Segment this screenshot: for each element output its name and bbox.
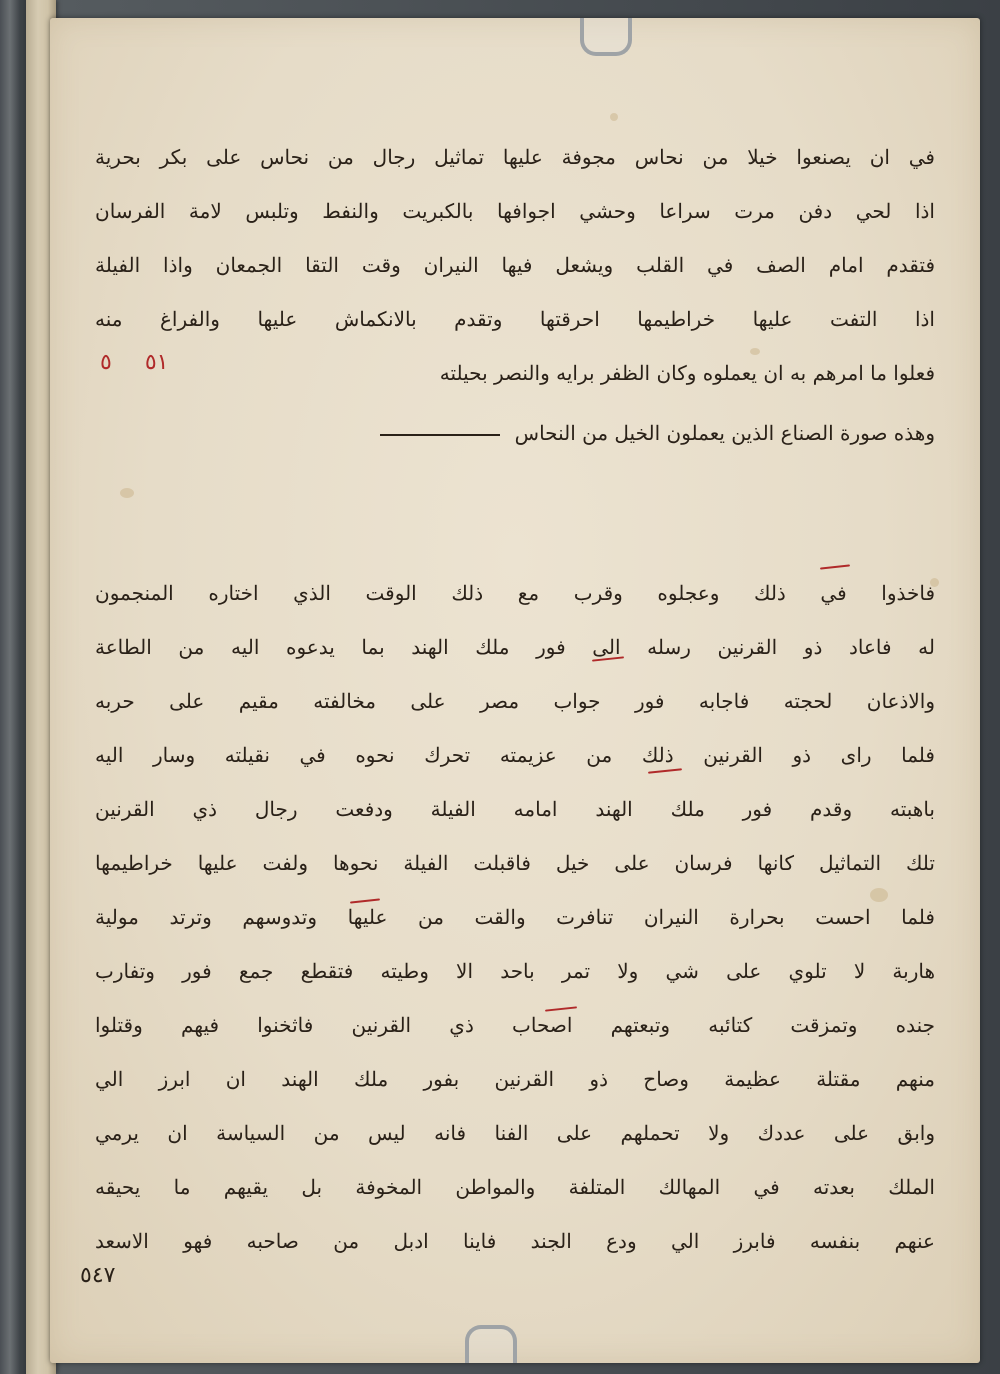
text-line: اذا التفت عليها خراطيمها احرقتها وتقدم بالانكماش عليها والفراغ منه bbox=[95, 307, 935, 331]
caption-text: وهذه صورة الصناع الذين يعملون الخيل من النحاس bbox=[514, 421, 935, 445]
manuscript-page bbox=[50, 18, 980, 1363]
text-line: له فاعاد ذو القرنين رسله الى فور ملك الهند بما يدعوه اليه من الطاعة bbox=[95, 635, 935, 659]
text-line: وابق على عددك ولا تحملهم على الفنا فانه ليس من السياسة ان يرمي bbox=[95, 1121, 935, 1145]
margin-numeral: ٥ bbox=[100, 350, 112, 375]
text-section-1 bbox=[95, 130, 935, 400]
red-margin-numerals bbox=[100, 350, 194, 375]
margin-numeral: ٥١ bbox=[144, 350, 169, 375]
text-line: منهم مقتلة عظيمة وصاح ذو القرنين بفور ملك الهند ان ابرز الي bbox=[95, 1067, 935, 1091]
text-line: هاربة لا تلوي على شي ولا تمر باحد الا وطيته فتقطع جمع فور وتفارب bbox=[95, 959, 935, 983]
text-line: الملك بعدته في المهالك المتلفة والمواطن المخوفة بل يقيهم ما يحيقه bbox=[95, 1175, 935, 1199]
text-line: في ان يصنعوا خيلا من نحاس مجوفة عليها تماثيل رجال من نحاس على بكر بحرية bbox=[95, 145, 935, 169]
text-line: فعلوا ما امرهم به ان يعملوه وكان الظفر برايه والنصر بحيلته bbox=[439, 361, 935, 385]
text-line: باهبته وقدم فور ملك الهند امامه الفيلة ودفعت رجال ذي القرنين bbox=[95, 797, 935, 821]
text-line: تلك التماثيل كانها فرسان على خيل فاقبلت الفيلة نحوها ولفت عليها خراطيمها bbox=[95, 851, 935, 875]
foxing-spot bbox=[120, 488, 134, 498]
text-line: والاذعان لحجته فاجابه فور جواب مصر على مخالفته مقيم على حربه bbox=[95, 689, 935, 713]
text-line: فاخذوا في ذلك وعجلوه وقرب مع ذلك الوقت الذي اختاره المنجمون bbox=[95, 581, 935, 605]
illustration-caption bbox=[95, 406, 935, 460]
caption-rule bbox=[380, 434, 500, 436]
page-clip-bottom bbox=[465, 1325, 517, 1363]
foxing-spot bbox=[610, 113, 618, 121]
text-line: فلما راى ذو القرنين ذلك من عزيمته تحرك نحوه في نقيلته وسار اليه bbox=[95, 743, 935, 767]
text-line: جنده وتمزقت كتائبه وتبعتهم اصحاب ذي القرنين فاثخنوا فيهم وقتلوا bbox=[95, 1013, 935, 1037]
text-line: فتقدم امام الصف في القلب ويشعل فيها النيران وقت التقا الجمعان واذا الفيلة bbox=[95, 253, 935, 277]
text-section-2 bbox=[95, 566, 935, 1268]
text-line: اذا لحي دفن مرت سراعا وحشي اجوافها بالكبريت والنفط وتلبس لامة الفرسان bbox=[95, 199, 935, 223]
text-line: عنهم بنفسه فابرز الي ودع الجند فاينا ادبل من صاحبه فهو الاسعد bbox=[95, 1229, 935, 1253]
text-line: فلما احست بحرارة النيران تنافرت والقت من عليها وتدوسهم وترتد مولية bbox=[95, 905, 935, 929]
page-clip-top bbox=[580, 18, 632, 56]
folio-number: ٥٤٧ bbox=[80, 1263, 116, 1288]
